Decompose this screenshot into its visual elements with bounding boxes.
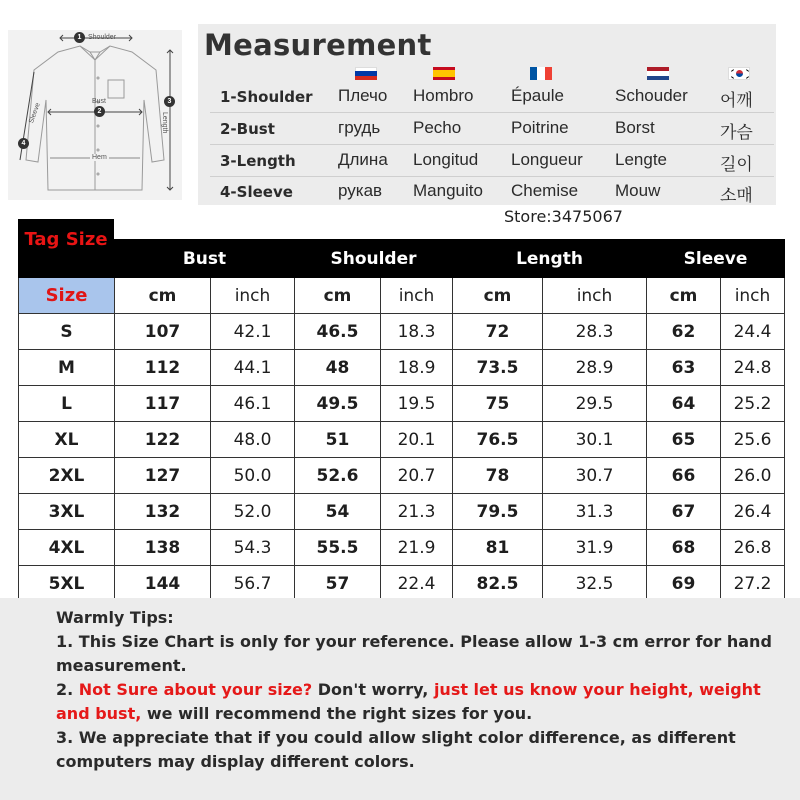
ko-bust: 가슴 bbox=[720, 123, 753, 142]
length-inch-cell: 30.7 bbox=[543, 458, 647, 494]
length-cm-cell: 75 bbox=[453, 386, 543, 422]
bust-cm-cell: 112 bbox=[115, 350, 211, 386]
group-sleeve: Sleeve bbox=[647, 240, 785, 278]
shoulder-inch-cell: 18.9 bbox=[381, 350, 453, 386]
bust-inch-cell: 42.1 bbox=[211, 314, 295, 350]
sleeve-cm-cell: 63 bbox=[647, 350, 721, 386]
measurement-row-length bbox=[210, 144, 772, 176]
sleeve-cm-cell: 65 bbox=[647, 422, 721, 458]
length-inch-cell: 30.1 bbox=[543, 422, 647, 458]
sleeve-inch-cell: 26.0 bbox=[721, 458, 785, 494]
unit-inch: inch bbox=[721, 278, 785, 314]
bust-cm-cell: 132 bbox=[115, 494, 211, 530]
group-bust: Bust bbox=[115, 240, 295, 278]
tip-2-question: Not Sure about your size? bbox=[78, 680, 313, 699]
length-inch-cell: 28.9 bbox=[543, 350, 647, 386]
length-cm-cell: 81 bbox=[453, 530, 543, 566]
bust-inch-cell: 52.0 bbox=[211, 494, 295, 530]
size-cell: 2XL bbox=[19, 458, 115, 494]
length-cm-cell: 76.5 bbox=[453, 422, 543, 458]
length-inch-cell: 32.5 bbox=[543, 566, 647, 602]
diagram-label-hem: Hem bbox=[92, 154, 107, 161]
ru-sleeve: рукав bbox=[338, 181, 383, 200]
es-shoulder: Hombro bbox=[413, 86, 474, 105]
length-cm-cell: 82.5 bbox=[453, 566, 543, 602]
bust-cm-cell: 144 bbox=[115, 566, 211, 602]
size-cell: 3XL bbox=[19, 494, 115, 530]
shoulder-cm-cell: 51 bbox=[295, 422, 381, 458]
bust-inch-cell: 56.7 bbox=[211, 566, 295, 602]
bust-cm-cell: 127 bbox=[115, 458, 211, 494]
es-length: Longitud bbox=[413, 150, 479, 169]
es-sleeve: Manguito bbox=[413, 181, 483, 200]
size-table bbox=[18, 239, 785, 602]
measurement-row-sleeve bbox=[210, 175, 772, 207]
size-chart bbox=[0, 205, 800, 598]
nl-shoulder: Schouder bbox=[615, 86, 688, 105]
shoulder-cm-cell: 54 bbox=[295, 494, 381, 530]
sleeve-inch-cell: 24.8 bbox=[721, 350, 785, 386]
shoulder-inch-cell: 22.4 bbox=[381, 566, 453, 602]
diagram-label-length: Length bbox=[161, 112, 168, 134]
shirt-diagram bbox=[8, 30, 182, 200]
unit-cm: cm bbox=[647, 278, 721, 314]
sleeve-cm-cell: 62 bbox=[647, 314, 721, 350]
diagram-label-shoulder: Shoulder bbox=[88, 34, 117, 41]
table-row bbox=[19, 350, 785, 386]
bust-inch-cell: 44.1 bbox=[211, 350, 295, 386]
spain-flag-icon bbox=[433, 67, 455, 80]
size-cell: L bbox=[19, 386, 115, 422]
marker-4: 4 bbox=[18, 138, 29, 149]
france-flag-icon bbox=[530, 67, 552, 80]
sleeve-cm-cell: 69 bbox=[647, 566, 721, 602]
group-shoulder: Shoulder bbox=[295, 240, 453, 278]
table-row bbox=[19, 494, 785, 530]
store-id: Store:3475067 bbox=[504, 207, 623, 226]
tip-2 bbox=[56, 678, 776, 726]
ru-bust: грудь bbox=[338, 118, 381, 137]
term-shoulder: 1-Shoulder bbox=[220, 88, 313, 106]
unit-cm: cm bbox=[295, 278, 381, 314]
korea-flag-icon bbox=[728, 67, 750, 80]
marker-2: 2 bbox=[94, 106, 105, 117]
sleeve-inch-cell: 25.6 bbox=[721, 422, 785, 458]
bust-inch-cell: 50.0 bbox=[211, 458, 295, 494]
tag-size-label: Tag Size bbox=[18, 219, 114, 261]
bust-inch-cell: 54.3 bbox=[211, 530, 295, 566]
shoulder-inch-cell: 18.3 bbox=[381, 314, 453, 350]
nl-sleeve: Mouw bbox=[615, 181, 661, 200]
table-row bbox=[19, 422, 785, 458]
bust-cm-cell: 107 bbox=[115, 314, 211, 350]
sleeve-inch-cell: 26.8 bbox=[721, 530, 785, 566]
unit-inch: inch bbox=[211, 278, 295, 314]
tip-3: 3. We appreciate that if you could allow slight color difference, as different computers may display different colors. bbox=[56, 728, 736, 771]
sleeve-inch-cell: 24.4 bbox=[721, 314, 785, 350]
length-inch-cell: 31.9 bbox=[543, 530, 647, 566]
shoulder-cm-cell: 49.5 bbox=[295, 386, 381, 422]
fr-length: Longueur bbox=[511, 150, 583, 169]
ru-length: Длина bbox=[338, 150, 388, 169]
sleeve-inch-cell: 26.4 bbox=[721, 494, 785, 530]
fr-shoulder: Épaule bbox=[511, 86, 564, 105]
sleeve-inch-cell: 27.2 bbox=[721, 566, 785, 602]
es-bust: Pecho bbox=[413, 118, 462, 137]
group-length: Length bbox=[453, 240, 647, 278]
term-length: 3-Length bbox=[220, 152, 296, 170]
shoulder-inch-cell: 19.5 bbox=[381, 386, 453, 422]
shoulder-cm-cell: 57 bbox=[295, 566, 381, 602]
shoulder-cm-cell: 52.6 bbox=[295, 458, 381, 494]
table-row bbox=[19, 530, 785, 566]
bust-cm-cell: 138 bbox=[115, 530, 211, 566]
table-row bbox=[19, 566, 785, 602]
diagram-label-bust: Bust bbox=[92, 98, 107, 105]
ru-shoulder: Плечо bbox=[338, 86, 388, 105]
sleeve-cm-cell: 66 bbox=[647, 458, 721, 494]
table-row bbox=[19, 314, 785, 350]
shoulder-cm-cell: 55.5 bbox=[295, 530, 381, 566]
size-cell: S bbox=[19, 314, 115, 350]
length-cm-cell: 79.5 bbox=[453, 494, 543, 530]
size-column-header: Size bbox=[19, 278, 115, 314]
term-bust: 2-Bust bbox=[220, 120, 275, 138]
measurement-title: Measurement bbox=[204, 28, 432, 62]
tip-2-text-a: Don't worry, bbox=[312, 680, 434, 699]
length-cm-cell: 78 bbox=[453, 458, 543, 494]
fr-bust: Poitrine bbox=[511, 118, 569, 137]
sleeve-cm-cell: 67 bbox=[647, 494, 721, 530]
table-row bbox=[19, 386, 785, 422]
shoulder-cm-cell: 48 bbox=[295, 350, 381, 386]
table-unit-header bbox=[19, 278, 785, 314]
ko-length: 길이 bbox=[720, 155, 753, 174]
length-inch-cell: 29.5 bbox=[543, 386, 647, 422]
diagram-label-sleeve: Sleeve bbox=[28, 101, 42, 125]
bust-cm-cell: 117 bbox=[115, 386, 211, 422]
size-cell: 4XL bbox=[19, 530, 115, 566]
russia-flag-icon bbox=[355, 67, 377, 80]
length-cm-cell: 72 bbox=[453, 314, 543, 350]
shoulder-inch-cell: 21.3 bbox=[381, 494, 453, 530]
nl-length: Lengte bbox=[615, 150, 667, 169]
measurement-header bbox=[0, 0, 800, 205]
unit-cm: cm bbox=[115, 278, 211, 314]
term-sleeve: 4-Sleeve bbox=[220, 183, 293, 201]
marker-3: 3 bbox=[164, 96, 175, 107]
bust-inch-cell: 48.0 bbox=[211, 422, 295, 458]
length-inch-cell: 28.3 bbox=[543, 314, 647, 350]
fr-sleeve: Chemise bbox=[511, 181, 579, 200]
sleeve-cm-cell: 64 bbox=[647, 386, 721, 422]
netherlands-flag-icon bbox=[647, 67, 669, 80]
sleeve-cm-cell: 68 bbox=[647, 530, 721, 566]
marker-1: 1 bbox=[74, 32, 85, 43]
measurement-row-shoulder bbox=[210, 80, 772, 112]
bust-inch-cell: 46.1 bbox=[211, 386, 295, 422]
sleeve-inch-cell: 25.2 bbox=[721, 386, 785, 422]
tip-2-number: 2. bbox=[56, 680, 79, 699]
tip-2-request: just let us know your height, weight and bust, bbox=[56, 680, 761, 723]
unit-inch: inch bbox=[543, 278, 647, 314]
length-cm-cell: 73.5 bbox=[453, 350, 543, 386]
length-inch-cell: 31.3 bbox=[543, 494, 647, 530]
measurement-row-bust bbox=[210, 112, 772, 144]
size-cell: M bbox=[19, 350, 115, 386]
shoulder-inch-cell: 21.9 bbox=[381, 530, 453, 566]
unit-cm: cm bbox=[453, 278, 543, 314]
size-cell: XL bbox=[19, 422, 115, 458]
table-group-header bbox=[19, 240, 785, 278]
size-cell: 5XL bbox=[19, 566, 115, 602]
tip-1: 1. This Size Chart is only for your reference. Please allow 1-3 cm error for hand measurement. bbox=[56, 632, 772, 675]
tips-heading: Warmly Tips: bbox=[56, 608, 174, 627]
tip-2-text-b: we will recommend the right sizes for you. bbox=[141, 704, 533, 723]
ko-sleeve: 소매 bbox=[720, 186, 753, 205]
unit-inch: inch bbox=[381, 278, 453, 314]
shoulder-inch-cell: 20.7 bbox=[381, 458, 453, 494]
shoulder-inch-cell: 20.1 bbox=[381, 422, 453, 458]
bust-cm-cell: 122 bbox=[115, 422, 211, 458]
ko-shoulder: 어깨 bbox=[720, 91, 753, 110]
tips-section bbox=[0, 598, 800, 800]
nl-bust: Borst bbox=[615, 118, 655, 137]
table-row bbox=[19, 458, 785, 494]
shoulder-cm-cell: 46.5 bbox=[295, 314, 381, 350]
